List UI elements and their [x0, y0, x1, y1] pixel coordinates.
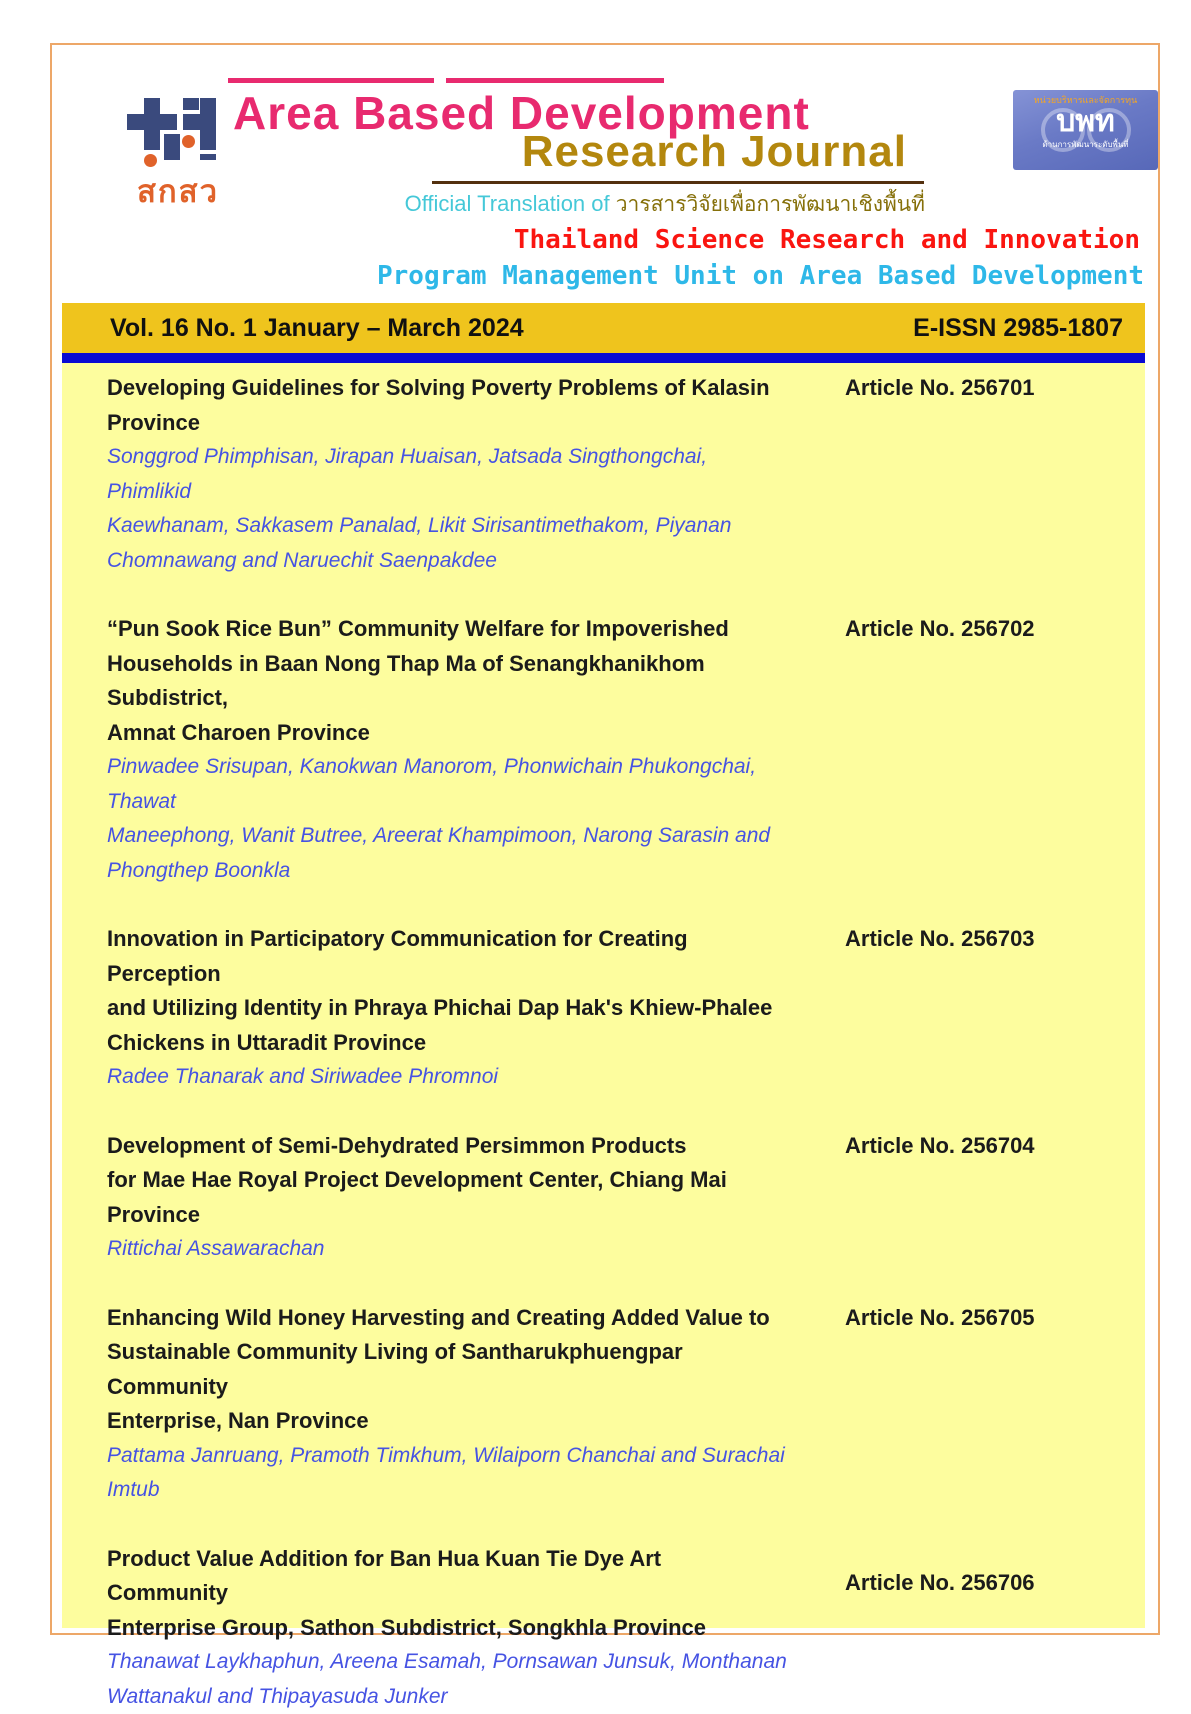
title-underline	[432, 181, 924, 184]
table-of-contents	[62, 363, 1145, 1628]
title-overline-right	[446, 78, 664, 83]
journal-title-line1: Area Based Development	[233, 86, 853, 140]
article-number: Article No. 256702	[845, 612, 1035, 888]
org-name-tsri: Thailand Science Research and Innovation	[62, 225, 1144, 255]
pmua-logo-top-text: หน่วยบริหารและจัดการทุน	[1013, 95, 1158, 106]
title-overline-left	[228, 78, 434, 83]
tsri-logo-text: สกสว	[118, 166, 238, 216]
article-authors: Songgrod Phimphisan, Jirapan Huaisan, Jatsada Singthongchai, Phimlikid Kaewhanam, Sakkasem Panalad, Likit Sirisantimethakom, Piyanan Chomnawang and Naruechit Saenpakdee	[107, 440, 787, 578]
article-entry	[107, 1129, 1125, 1267]
article-number: Article No. 256704	[845, 1129, 1035, 1267]
article-number: Article No. 256703	[845, 922, 1035, 1095]
article-entry	[107, 371, 1125, 578]
article-number: Article No. 256705	[845, 1301, 1035, 1508]
article-title: Enhancing Wild Honey Harvesting and Creating Added Value to Sustainable Community Living of Santharukphuengpar Community Enterprise, Nan Province	[107, 1301, 787, 1439]
pmua-logo-main-text: บพท	[1013, 106, 1158, 138]
article-entry	[107, 612, 1125, 888]
article-title: Product Value Addition for Ban Hua Kuan Tie Dye Art Community Enterprise Group, Sathon Subdistrict, Songkhla Province	[107, 1542, 787, 1646]
official-translation-thai-title: วารสารวิจัยเพื่อการพัฒนาเชิงพื้นที่	[616, 193, 925, 216]
journal-title-line2: Research Journal	[410, 127, 907, 177]
issue-bar	[62, 303, 1145, 353]
article-title: Developing Guidelines for Solving Poverty Problems of Kalasin Province	[107, 371, 787, 440]
org-name-pmua: Program Management Unit on Area Based Development	[62, 261, 1144, 291]
pmua-logo-bottom-text: ด้านการพัฒนาระดับพื้นที่	[1013, 140, 1158, 150]
article-authors: Rittichai Assawarachan	[107, 1232, 787, 1267]
article-number: Article No. 256701	[845, 371, 1035, 578]
official-translation-line	[300, 188, 925, 221]
article-entry	[107, 1542, 1125, 1714]
article-authors: Thanawat Laykhaphun, Areena Esamah, Pornsawan Junsuk, Monthanan Wattanakul and Thipayasuda Junker	[107, 1645, 787, 1714]
tsri-logo-icon	[120, 98, 235, 160]
article-authors: Radee Thanarak and Siriwadee Phromnoi	[107, 1060, 787, 1095]
eissn: E-ISSN 2985-1807	[913, 314, 1123, 343]
organization-lines	[62, 225, 1144, 291]
pmua-logo	[1013, 90, 1158, 170]
article-title: Innovation in Participatory Communication for Creating Perception and Utilizing Identity in Phraya Phichai Dap Hak's Khiew-Phalee Chickens in Uttaradit Province	[107, 922, 787, 1060]
article-title: “Pun Sook Rice Bun” Community Welfare for Impoverished Households in Baan Nong Thap Ma of Senangkhanikhom Subdistrict, Amnat Charoen Province	[107, 612, 787, 750]
article-authors: Pinwadee Srisupan, Kanokwan Manorom, Phonwichain Phukongchai, Thawat Maneephong, Wanit Butree, Areerat Khampimoon, Narong Sarasin and Phongthep Boonkla	[107, 750, 787, 888]
volume-issue-date: Vol. 16 No. 1 January – March 2024	[110, 314, 524, 343]
header-divider-rule	[62, 353, 1145, 363]
article-title: Development of Semi-Dehydrated Persimmon Products for Mae Hae Royal Project Development Center, Chiang Mai Province	[107, 1129, 787, 1233]
article-entry	[107, 1301, 1125, 1508]
official-translation-prefix: Official Translation of	[405, 191, 616, 216]
article-entry	[107, 922, 1125, 1095]
article-number: Article No. 256706	[845, 1566, 1035, 1714]
article-authors: Pattama Janruang, Pramoth Timkhum, Wilaiporn Chanchai and Surachai Imtub	[107, 1439, 787, 1508]
